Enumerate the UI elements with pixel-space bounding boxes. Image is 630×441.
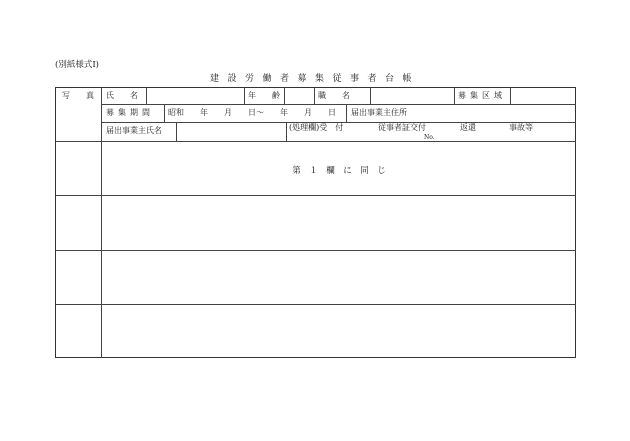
form-title: 建設労働者募集従事者台帳 — [209, 74, 420, 84]
form-label: (別紙様式Ⅰ) — [55, 60, 99, 70]
certificate-label: 従事者証交付 — [378, 123, 426, 132]
col-rule — [370, 88, 371, 104]
same-as-first-note: 第 １ 欄 に 同 じ — [292, 166, 386, 176]
returned-label: 返還 — [460, 123, 476, 132]
row-rule — [56, 250, 576, 251]
row-rule — [56, 195, 576, 196]
row-rule — [56, 304, 576, 305]
row-rule — [101, 104, 576, 105]
processing-label: (処理欄)受 付 — [289, 123, 344, 132]
col-rule — [146, 88, 147, 104]
col-rule — [346, 104, 347, 122]
photo-label: 写 真 — [62, 91, 94, 100]
period-label: 募集期間 — [106, 108, 154, 117]
occupation-label: 職 名 — [318, 91, 350, 100]
photo-column-rule — [101, 88, 102, 358]
employer-address-label: 届出事業主住所 — [351, 108, 407, 117]
col-rule — [244, 88, 245, 104]
col-rule — [176, 122, 177, 141]
age-label: 年 齢 — [248, 91, 280, 100]
area-label: 募集区域 — [458, 91, 506, 100]
col-rule — [454, 88, 455, 104]
col-rule — [164, 104, 165, 122]
col-rule — [510, 88, 511, 104]
period-value: 昭和 年 月 日〜 年 月 日 — [168, 108, 336, 117]
row-rule — [56, 141, 576, 142]
ledger-table — [55, 87, 576, 358]
employer-name-label: 届出事業主氏名 — [106, 126, 162, 135]
col-rule — [314, 88, 315, 104]
col-rule — [284, 88, 285, 104]
name-label: 氏 名 — [106, 91, 138, 100]
col-rule — [286, 122, 287, 141]
certificate-no-label: No. — [424, 134, 435, 141]
accident-label: 事故等 — [509, 123, 533, 132]
